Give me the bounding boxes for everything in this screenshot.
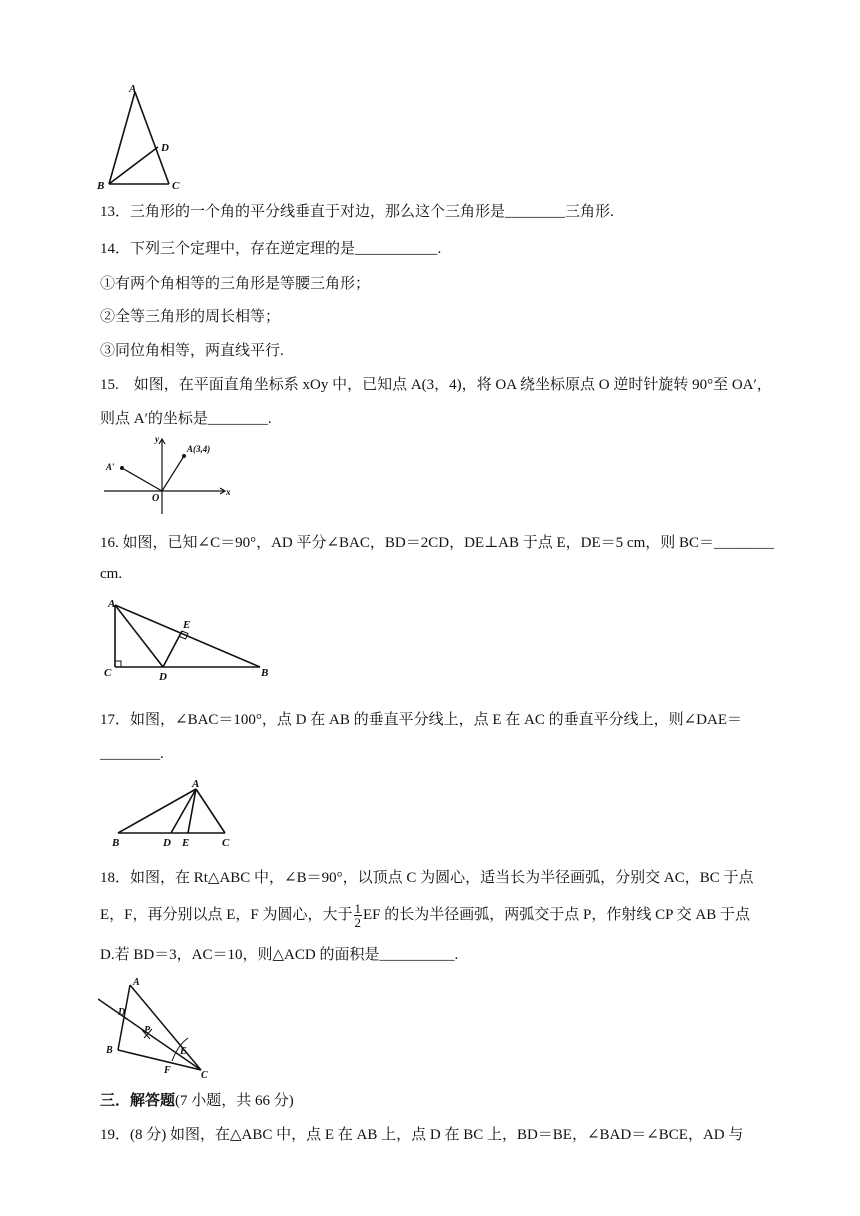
fraction-one-half: $\frac{1}{2}$ <box>354 901 362 930</box>
label-c: C <box>172 180 180 192</box>
label-b: B <box>112 837 120 849</box>
question-13: 13．三角形的一个角的平分线垂直于对边，那么这个三角形是________三角形. <box>100 204 614 220</box>
point-a-label: A(3,4) <box>187 444 211 454</box>
origin-label: O <box>152 493 160 504</box>
triangle-figure-abcd <box>95 80 190 192</box>
label-c: C <box>222 837 230 849</box>
coordinate-figure <box>100 432 235 514</box>
q18-text-a: E，F，再分别以点 E，F 为圆心，大于 <box>100 906 353 923</box>
question-14-stem: 14．下列三个定理中，存在逆定理的是___________. <box>100 241 442 257</box>
label-b: B <box>106 1045 113 1056</box>
label-b: B <box>261 667 269 679</box>
section-3-title: 三．解答题 <box>100 1093 176 1109</box>
label-p: P <box>144 1025 151 1036</box>
question-17-line-1: 17．如图，∠BAC＝100°，点 D 在 AB 的垂直平分线上，点 E 在 AC 的垂直平分线上，则∠DAE＝ <box>100 712 742 728</box>
label-a: A <box>133 977 140 988</box>
label-c: C <box>201 1070 208 1080</box>
question-15-line-1: 15. 如图，在平面直角坐标系 xOy 中，已知点 A(3，4)，将 OA 绕坐标原点 O 逆时针旋转 90°至 OA′， <box>100 377 772 393</box>
section-3-heading <box>100 1091 294 1111</box>
q18-text-b: EF 的长为半径画弧，两弧交于点 P，作射线 CP 交 AB 于点 <box>363 906 750 923</box>
question-15-line-2: 则点 A′的坐标是________. <box>100 411 272 427</box>
label-a: A <box>192 778 200 790</box>
construction-figure <box>98 975 218 1080</box>
question-18-line-1: 18．如图，在 Rt△ABC 中，∠B＝90°，以顶点 C 为圆心，适当长为半径画弧，分别交 AC，BC 于点 <box>100 870 754 886</box>
question-16-line-2: cm. <box>100 566 123 582</box>
label-a: A <box>129 83 137 95</box>
label-e: E <box>183 619 191 631</box>
label-d: D <box>163 837 171 849</box>
question-14-item-1: ①有两个角相等的三角形是等腰三角形； <box>100 276 371 292</box>
label-e: E <box>180 1046 187 1057</box>
label-d: D <box>118 1007 126 1018</box>
question-18-line-3: D.若 BD＝3，AC＝10，则△ACD 的面积是__________. <box>100 947 459 963</box>
axis-y-label: y <box>155 434 159 444</box>
label-a: A <box>108 598 116 610</box>
section-3-note: (7 小题，共 66 分) <box>175 1093 294 1109</box>
question-18-line-2 <box>100 902 750 929</box>
label-b: B <box>97 180 105 192</box>
triangle-figure-bdec <box>108 775 238 850</box>
question-17-line-2: ________. <box>100 746 164 762</box>
label-d: D <box>161 142 169 154</box>
label-e: E <box>182 837 190 849</box>
question-14-item-3: ③同位角相等，两直线平行. <box>100 343 284 359</box>
question-14-item-2: ②全等三角形的周长相等； <box>100 309 281 325</box>
axis-x-label: x <box>226 487 231 497</box>
label-d: D <box>159 671 167 683</box>
right-triangle-figure <box>100 595 275 685</box>
question-16-line-1: 16. 如图，已知∠C＝90°，AD 平分∠BAC，BD＝2CD，DE⊥AB 于点 E，DE＝5 cm，则 BC＝________ <box>100 535 775 551</box>
label-c: C <box>104 667 112 679</box>
question-19-line-1: 19．(8 分) 如图，在△ABC 中，点 E 在 AB 上，点 D 在 BC 上，BD＝BE，∠BAD＝∠BCE，AD 与 <box>100 1127 744 1143</box>
label-f: F <box>164 1065 171 1076</box>
point-a-prime-label: A′ <box>106 462 115 472</box>
